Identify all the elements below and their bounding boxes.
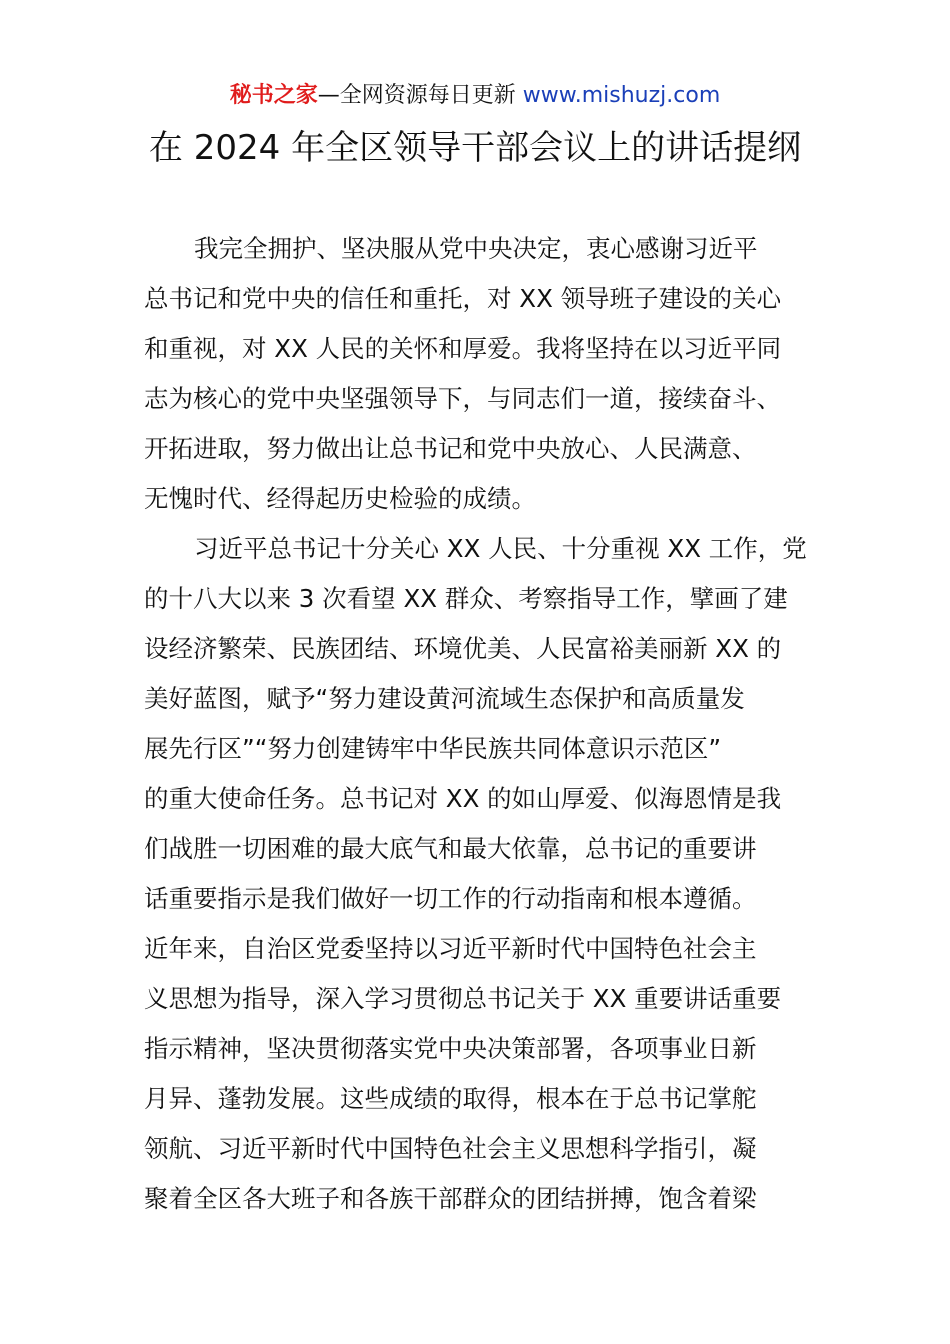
paragraph-line: 的十八大以来 3 次看望 XX 群众、考察指导工作，擘画了建: [144, 584, 788, 613]
site-brand: 秘书之家: [229, 83, 318, 108]
paragraph-line: 我完全拥护、坚决服从党中央决定，衷心感谢习近平: [194, 234, 758, 263]
paragraph-line: 的重大使命任务。总书记对 XX 的如山厚爱、似海恩情是我: [144, 784, 782, 813]
paragraph-line: 话重要指示是我们做好一切工作的行动指南和根本遵循。: [144, 884, 757, 913]
paragraph-line: 设经济繁荣、民族团结、环境优美、人民富裕美丽新 XX 的: [144, 634, 782, 663]
paragraph-line: 习近平总书记十分关心 XX 人民、十分重视 XX 工作，党: [194, 534, 807, 563]
paragraph-line: 美好蓝图，赋予“努力建设黄河流域生态保护和高质量发: [144, 684, 745, 713]
site-tagline: —全网资源每日更新: [317, 83, 516, 108]
paragraph-line: 领航、习近平新时代中国特色社会主义思想科学指引，凝: [144, 1134, 757, 1163]
paragraph-line: 和重视，对 XX 人民的关怀和厚爱。我将坚持在以习近平同: [144, 334, 782, 363]
paragraph-line: 月异、蓬勃发展。这些成绩的取得，根本在于总书记掌舵: [144, 1084, 757, 1113]
paragraph-line: 总书记和党中央的信任和重托，对 XX 领导班子建设的关心: [144, 284, 782, 313]
paragraph-line: 无愧时代、经得起历史检验的成绩。: [144, 484, 536, 513]
document-title: 在 2024 年全区领导干部会议上的讲话提纲: [148, 128, 802, 168]
paragraph-line: 志为核心的党中央坚强领导下，与同志们一道，接续奋斗、: [144, 384, 781, 413]
paragraph-line: 指示精神，坚决贯彻落实党中央决策部署，各项事业日新: [144, 1034, 757, 1063]
paragraph-line: 聚着全区各大班子和各族干部群众的团结拼搏，饱含着梁: [144, 1184, 757, 1213]
paragraph-line: 展先行区”“努力创建铸牢中华民族共同体意识示范区”: [144, 734, 722, 763]
site-header: [0, 80, 950, 112]
paragraph-line: 义思想为指导，深入学习贯彻总书记关于 XX 重要讲话重要: [144, 984, 782, 1013]
paragraph-line: 近年来，自治区党委坚持以习近平新时代中国特色社会主: [144, 934, 757, 963]
document-body: [144, 224, 806, 1224]
paragraph-line: 开拓进取，努力做出让总书记和党中央放心、人民满意、: [144, 434, 757, 463]
site-url-link[interactable]: www.mishuzj.com: [522, 83, 721, 108]
paragraph-line: 们战胜一切困难的最大底气和最大依靠，总书记的重要讲: [144, 834, 757, 863]
